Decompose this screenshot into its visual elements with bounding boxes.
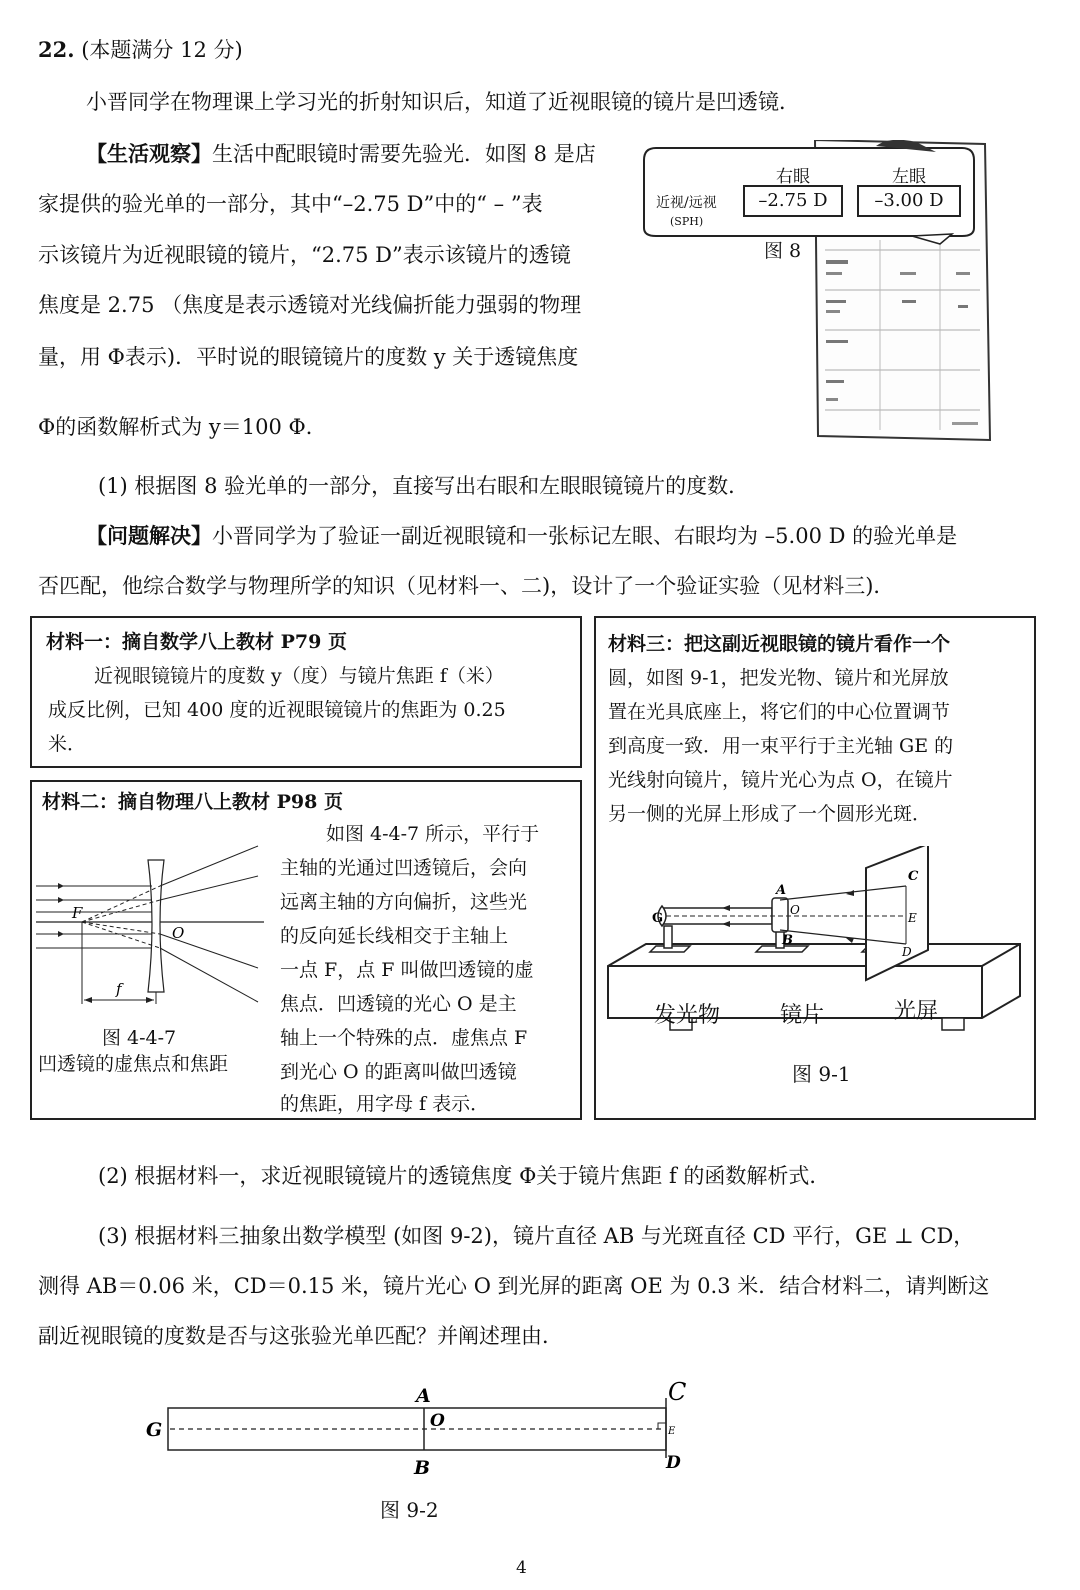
label-f-point: F (72, 904, 83, 922)
material-2-box (30, 780, 582, 1120)
material-3-line-4: 光线射向镜片，镜片光心为点 O，在镜片 (608, 769, 953, 791)
fig92-caption: 图 9-2 (380, 1498, 439, 1522)
solve-line-0: 【问题解决】小晋同学为了验证一副近视眼镜和一张标记左眼、右眼均为 –5.00 D 的验光单是 (86, 523, 958, 548)
fig92-label-d: D (666, 1453, 681, 1473)
figure-9-2 (140, 1378, 700, 1488)
label-o-point: O (172, 924, 185, 942)
solve-title: 【问题解决】 (86, 523, 212, 548)
page-number: 4 (516, 1558, 527, 1578)
question-3-line-0: (3) 根据材料三抽象出数学模型 (如图 9-2)，镜片直径 AB 与光斑直径 CD 平行，GE ⊥ CD， (98, 1224, 975, 1248)
bench-label-e: E (908, 911, 917, 925)
fig92-label-c: C (668, 1378, 687, 1406)
fig92-label-a: A (416, 1385, 431, 1407)
fig8-left-value: –3.00 D (874, 190, 944, 211)
bench-label-g: G (652, 911, 664, 926)
fig92-label-o: O (430, 1411, 445, 1431)
concave-lens-diagram (36, 842, 276, 1022)
material-2-line-6: 轴上一个特殊的点．虚焦点 F (280, 1027, 528, 1049)
fig92-label-g: G (146, 1419, 163, 1441)
problem-number: 22. (38, 37, 75, 62)
fig8-header-left: 左眼 (892, 167, 926, 187)
fig8-header-right: 右眼 (776, 167, 810, 187)
material-3-box (594, 616, 1036, 1120)
life-line-2: 示该镜片为近视眼镜的镜片，“2.75 D”表示该镜片的透镜 (38, 243, 571, 267)
bench-label-object: 发光物 (654, 1003, 721, 1028)
question-1: (1) 根据图 8 验光单的一部分，直接写出右眼和左眼眼镜镜片的度数． (98, 474, 750, 498)
material-3-line-0: 材料三：把这副近视眼镜的镜片看作一个 (608, 633, 951, 655)
material-2-line-8: 的焦距，用字母 f 表示． (280, 1093, 490, 1115)
life-title: 【生活观察】 (86, 141, 212, 166)
solve-line-1: 否匹配，他综合数学与物理所学的知识（见材料一、二)，设计了一个验证实验（见材料三)． (38, 574, 895, 598)
material-1-line-1: 成反比例，已知 400 度的近视眼镜镜片的焦距为 0.25 (48, 699, 506, 721)
material-3-line-1: 圆，如图 9-1，把发光物、镜片和光屏放 (608, 667, 949, 689)
material-3-line-3: 到高度一致．用一束平行于主光轴 GE 的 (608, 735, 954, 757)
fig92-label-e: E (668, 1426, 676, 1437)
prescription-slip-drawing (640, 140, 1000, 445)
fig92-label-b: B (414, 1457, 431, 1479)
bench-label-d: D (902, 945, 912, 959)
life-line-0: 【生活观察】生活中配眼镜时需要先验光．如图 8 是店 (86, 141, 596, 166)
material-1-box (30, 616, 582, 768)
bench-label-c: C (908, 869, 919, 884)
bench-label-o: O (790, 903, 800, 917)
bench-label-screen: 光屏 (894, 999, 939, 1024)
material-2-line-3: 的反向延长线相交于主轴上 (280, 925, 509, 947)
material-2-title: 材料二：摘自物理八上教材 P98 页 (42, 791, 343, 813)
material-1-line-0: 近视眼镜镜片的度数 y（度）与镜片焦距 f（米） (94, 665, 504, 687)
fig8-row-label: 近视/远视 (656, 195, 717, 211)
bench-label-b: B (782, 933, 793, 948)
question-3-line-2: 副近视眼镜的度数是否与这张验光单匹配？并阐述理由． (38, 1324, 563, 1348)
fig8-row-sub: (SPH) (670, 215, 704, 228)
question-3-line-1: 测得 AB＝0.06 米，CD＝0.15 米，镜片光心 O 到光屏的距离 OE 为 0.3 米．结合材料二，请判断这 (38, 1274, 990, 1298)
material-2-line-2: 远离主轴的方向偏折，这些光 (280, 891, 528, 913)
material-2-line-0: 如图 4-4-7 所示，平行于 (326, 823, 540, 845)
material-1-line-2: 米． (48, 733, 87, 755)
bench-label-a: A (776, 883, 787, 898)
material-3-line-5: 另一侧的光屏上形成了一个圆形光斑． (608, 803, 932, 825)
fig8-caption: 图 8 (764, 240, 802, 262)
material-2-line-4: 一点 F，点 F 叫做凹透镜的虚 (280, 959, 534, 981)
material-2-line-7: 到光心 O 的距离叫做凹透镜 (280, 1061, 517, 1083)
material-1-title: 材料一：摘自数学八上教材 P79 页 (46, 631, 347, 653)
material-3-line-2: 置在光具底座上，将它们的中心位置调节 (608, 701, 951, 723)
life-line-3: 焦度是 2.75 （焦度是表示透镜对光线偏折能力强弱的物理 (38, 293, 582, 317)
problem-header (38, 36, 243, 64)
fig447-caption-1: 图 4-4-7 (102, 1027, 177, 1049)
material-2-line-1: 主轴的光通过凹透镜后，会向 (280, 857, 528, 879)
life-line-4: 量，用 Φ表示)．平时说的眼镜镜片的度数 y 关于透镜焦度 (38, 345, 579, 369)
bench-label-lens: 镜片 (780, 1003, 825, 1028)
label-focal-length: f (116, 980, 122, 998)
question-2: (2) 根据材料一，求近视眼镜镜片的透镜焦度 Φ关于镜片焦距 f 的函数解析式． (98, 1164, 831, 1188)
material-2-line-5: 焦点．凹透镜的光心 O 是主 (280, 993, 517, 1015)
intro-text: 小晋同学在物理课上学习光的折射知识后，知道了近视眼镜的镜片是凹透镜． (86, 90, 800, 114)
problem-score: (本题满分 12 分) (81, 38, 243, 62)
life-line-1: 家提供的验光单的一部分，其中“–2.75 D”中的“ – ”表 (38, 192, 543, 216)
fig91-caption: 图 9-1 (792, 1062, 851, 1086)
fig8-right-value: –2.75 D (758, 190, 828, 211)
figure-8 (640, 140, 1000, 445)
life-line-5: Φ的函数解析式为 y＝100 Φ． (38, 415, 327, 439)
fig447-caption-2: 凹透镜的虚焦点和焦距 (38, 1053, 229, 1075)
